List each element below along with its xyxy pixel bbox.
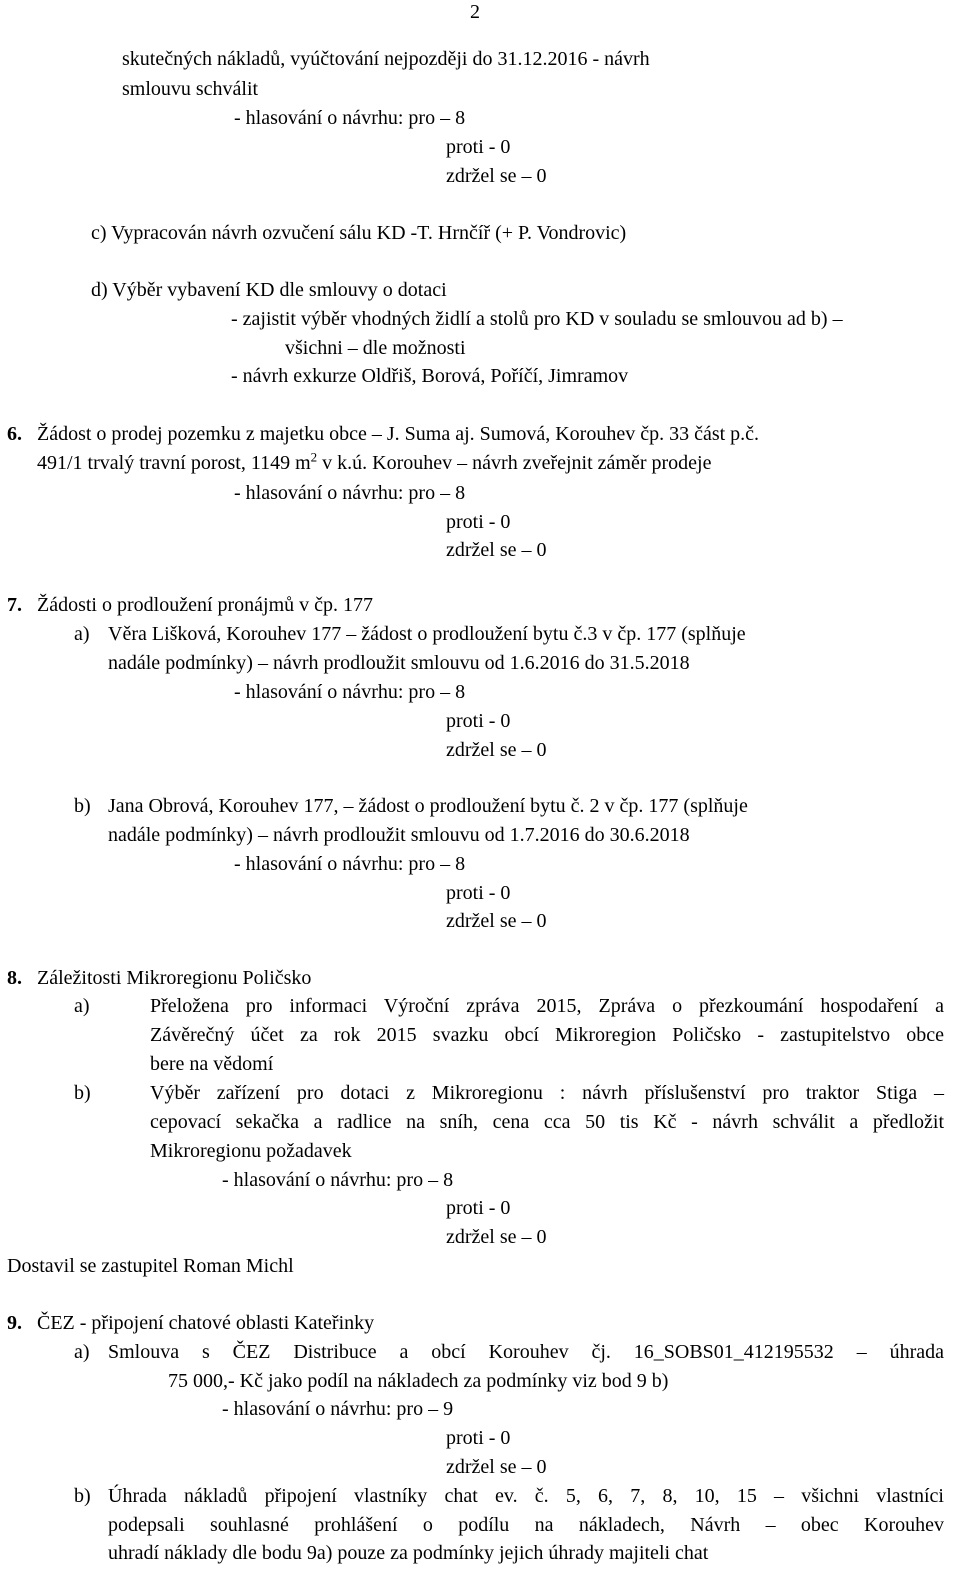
section-6-number: 6.: [7, 423, 22, 445]
text-line: skutečných nákladů, vyúčtování nejpozději do 31.12.2016 - návrh: [122, 48, 650, 70]
item-9b-line2: podepsali souhlasné prohlášení o podílu na nákladech, Návrh – obec Korouhev: [108, 1514, 944, 1536]
item-9a-line2: 75 000,- Kč jako podíl na nákladech za podmínky viz bod 9 b): [168, 1370, 669, 1392]
item-9b-line1: Úhrada nákladů připojení vlastníky chat ev. č. 5, 6, 7, 8, 10, 15 – všichni vlastníci: [108, 1485, 944, 1507]
item-label: b): [74, 1485, 91, 1507]
vote-for: - hlasování o návrhu: pro – 8: [234, 107, 466, 129]
vote-abstain: zdržel se – 0: [446, 539, 547, 561]
item-7a-line2: nadále podmínky) – návrh prodloužit smlouvu od 1.6.2016 do 31.5.2018: [108, 652, 690, 674]
item-8a-line1: Přeložena pro informaci Výroční zpráva 2015, Zpráva o přezkoumání hospodaření a: [150, 995, 944, 1017]
vote-abstain: zdržel se – 0: [446, 739, 547, 761]
item-d-sub1-cont: všichni – dle možnosti: [285, 337, 466, 359]
vote-for: - hlasování o návrhu: pro – 8: [234, 482, 466, 504]
section-9-number: 9.: [7, 1312, 22, 1334]
item-label: b): [74, 795, 91, 817]
section-9-title: ČEZ - připojení chatové oblasti Kateřinky: [37, 1312, 375, 1334]
vote-against: proti - 0: [446, 882, 511, 904]
vote-against: proti - 0: [446, 1197, 511, 1219]
item-label: a): [74, 995, 90, 1017]
item-d: d) Výběr vybavení KD dle smlouvy o dotaci: [91, 279, 447, 301]
item-8a-line2: Závěrečný účet za rok 2015 svazku obcí Mikroregion Poličsko - zastupitelstvo obce: [150, 1024, 944, 1046]
vote-for: - hlasování o návrhu: pro – 8: [234, 681, 466, 703]
arrival-note: Dostavil se zastupitel Roman Michl: [7, 1255, 294, 1277]
item-9a-line1: Smlouva s ČEZ Distribuce a obcí Korouhev čj. 16_SOBS01_412195532 – úhrada: [108, 1341, 944, 1363]
section-7-number: 7.: [7, 594, 22, 616]
section-8-title: Záležitosti Mikroregionu Poličsko: [37, 967, 312, 989]
item-8a-line3: bere na vědomí: [150, 1053, 274, 1075]
section-7-title: Žádosti o prodloužení pronájmů v čp. 177: [37, 594, 374, 616]
page-number: 2: [470, 1, 480, 23]
item-8b-line1: Výběr zařízení pro dotaci z Mikroregionu : návrh příslušenství pro traktor Stiga –: [150, 1082, 944, 1104]
section-8-number: 8.: [7, 967, 22, 989]
vote-against: proti - 0: [446, 710, 511, 732]
item-d-sub1: - zajistit výběr vhodných židlí a stolů pro KD v souladu se smlouvou ad b) –: [231, 308, 843, 330]
item-label: a): [74, 1341, 90, 1363]
item-9b-line3: uhradí náklady dle bodu 9a) pouze za podmínky jejich úhrady majiteli chat: [108, 1542, 709, 1564]
item-7b-line1: Jana Obrová, Korouhev 177, – žádost o prodloužení bytu č. 2 v čp. 177 (splňuje: [108, 795, 748, 817]
vote-abstain: zdržel se – 0: [446, 1226, 547, 1248]
vote-for: - hlasování o návrhu: pro – 9: [222, 1398, 454, 1420]
vote-against: proti - 0: [446, 136, 511, 158]
vote-abstain: zdržel se – 0: [446, 1456, 547, 1478]
item-label: b): [74, 1082, 91, 1104]
vote-abstain: zdržel se – 0: [446, 165, 547, 187]
section-6-line2: 491/1 trvalý travní porost, 1149 $m^2$ v k.ú. Korouhev – návrh zveřejnit záměr prodeje: [37, 449, 712, 474]
vote-abstain: zdržel se – 0: [446, 910, 547, 932]
item-c: c) Vypracován návrh ozvučení sálu KD -T. Hrnčíř (+ P. Vondrovic): [91, 222, 627, 244]
vote-for: - hlasování o návrhu: pro – 8: [222, 1169, 454, 1191]
vote-against: proti - 0: [446, 511, 511, 533]
item-7a-line1: Věra Lišková, Korouhev 177 – žádost o prodloužení bytu č.3 v čp. 177 (splňuje: [108, 623, 746, 645]
text-line: smlouvu schválit: [122, 78, 259, 100]
item-7b-line2: nadále podmínky) – návrh prodloužit smlouvu od 1.7.2016 do 30.6.2018: [108, 824, 690, 846]
vote-for: - hlasování o návrhu: pro – 8: [234, 853, 466, 875]
item-d-sub2: - návrh exkurze Oldřiš, Borová, Poříčí, Jimramov: [231, 365, 629, 387]
section-6-line1: Žádost o prodej pozemku z majetku obce – J. Suma aj. Sumová, Korouhev čp. 33 část p.č.: [37, 423, 760, 445]
item-8b-line2: cepovací sekačka a radlice na sníh, cena cca 50 tis Kč - návrh schválit a předložit: [150, 1111, 944, 1133]
item-label: a): [74, 623, 90, 645]
item-8b-line3: Mikroregionu požadavek: [150, 1140, 352, 1162]
vote-against: proti - 0: [446, 1427, 511, 1449]
